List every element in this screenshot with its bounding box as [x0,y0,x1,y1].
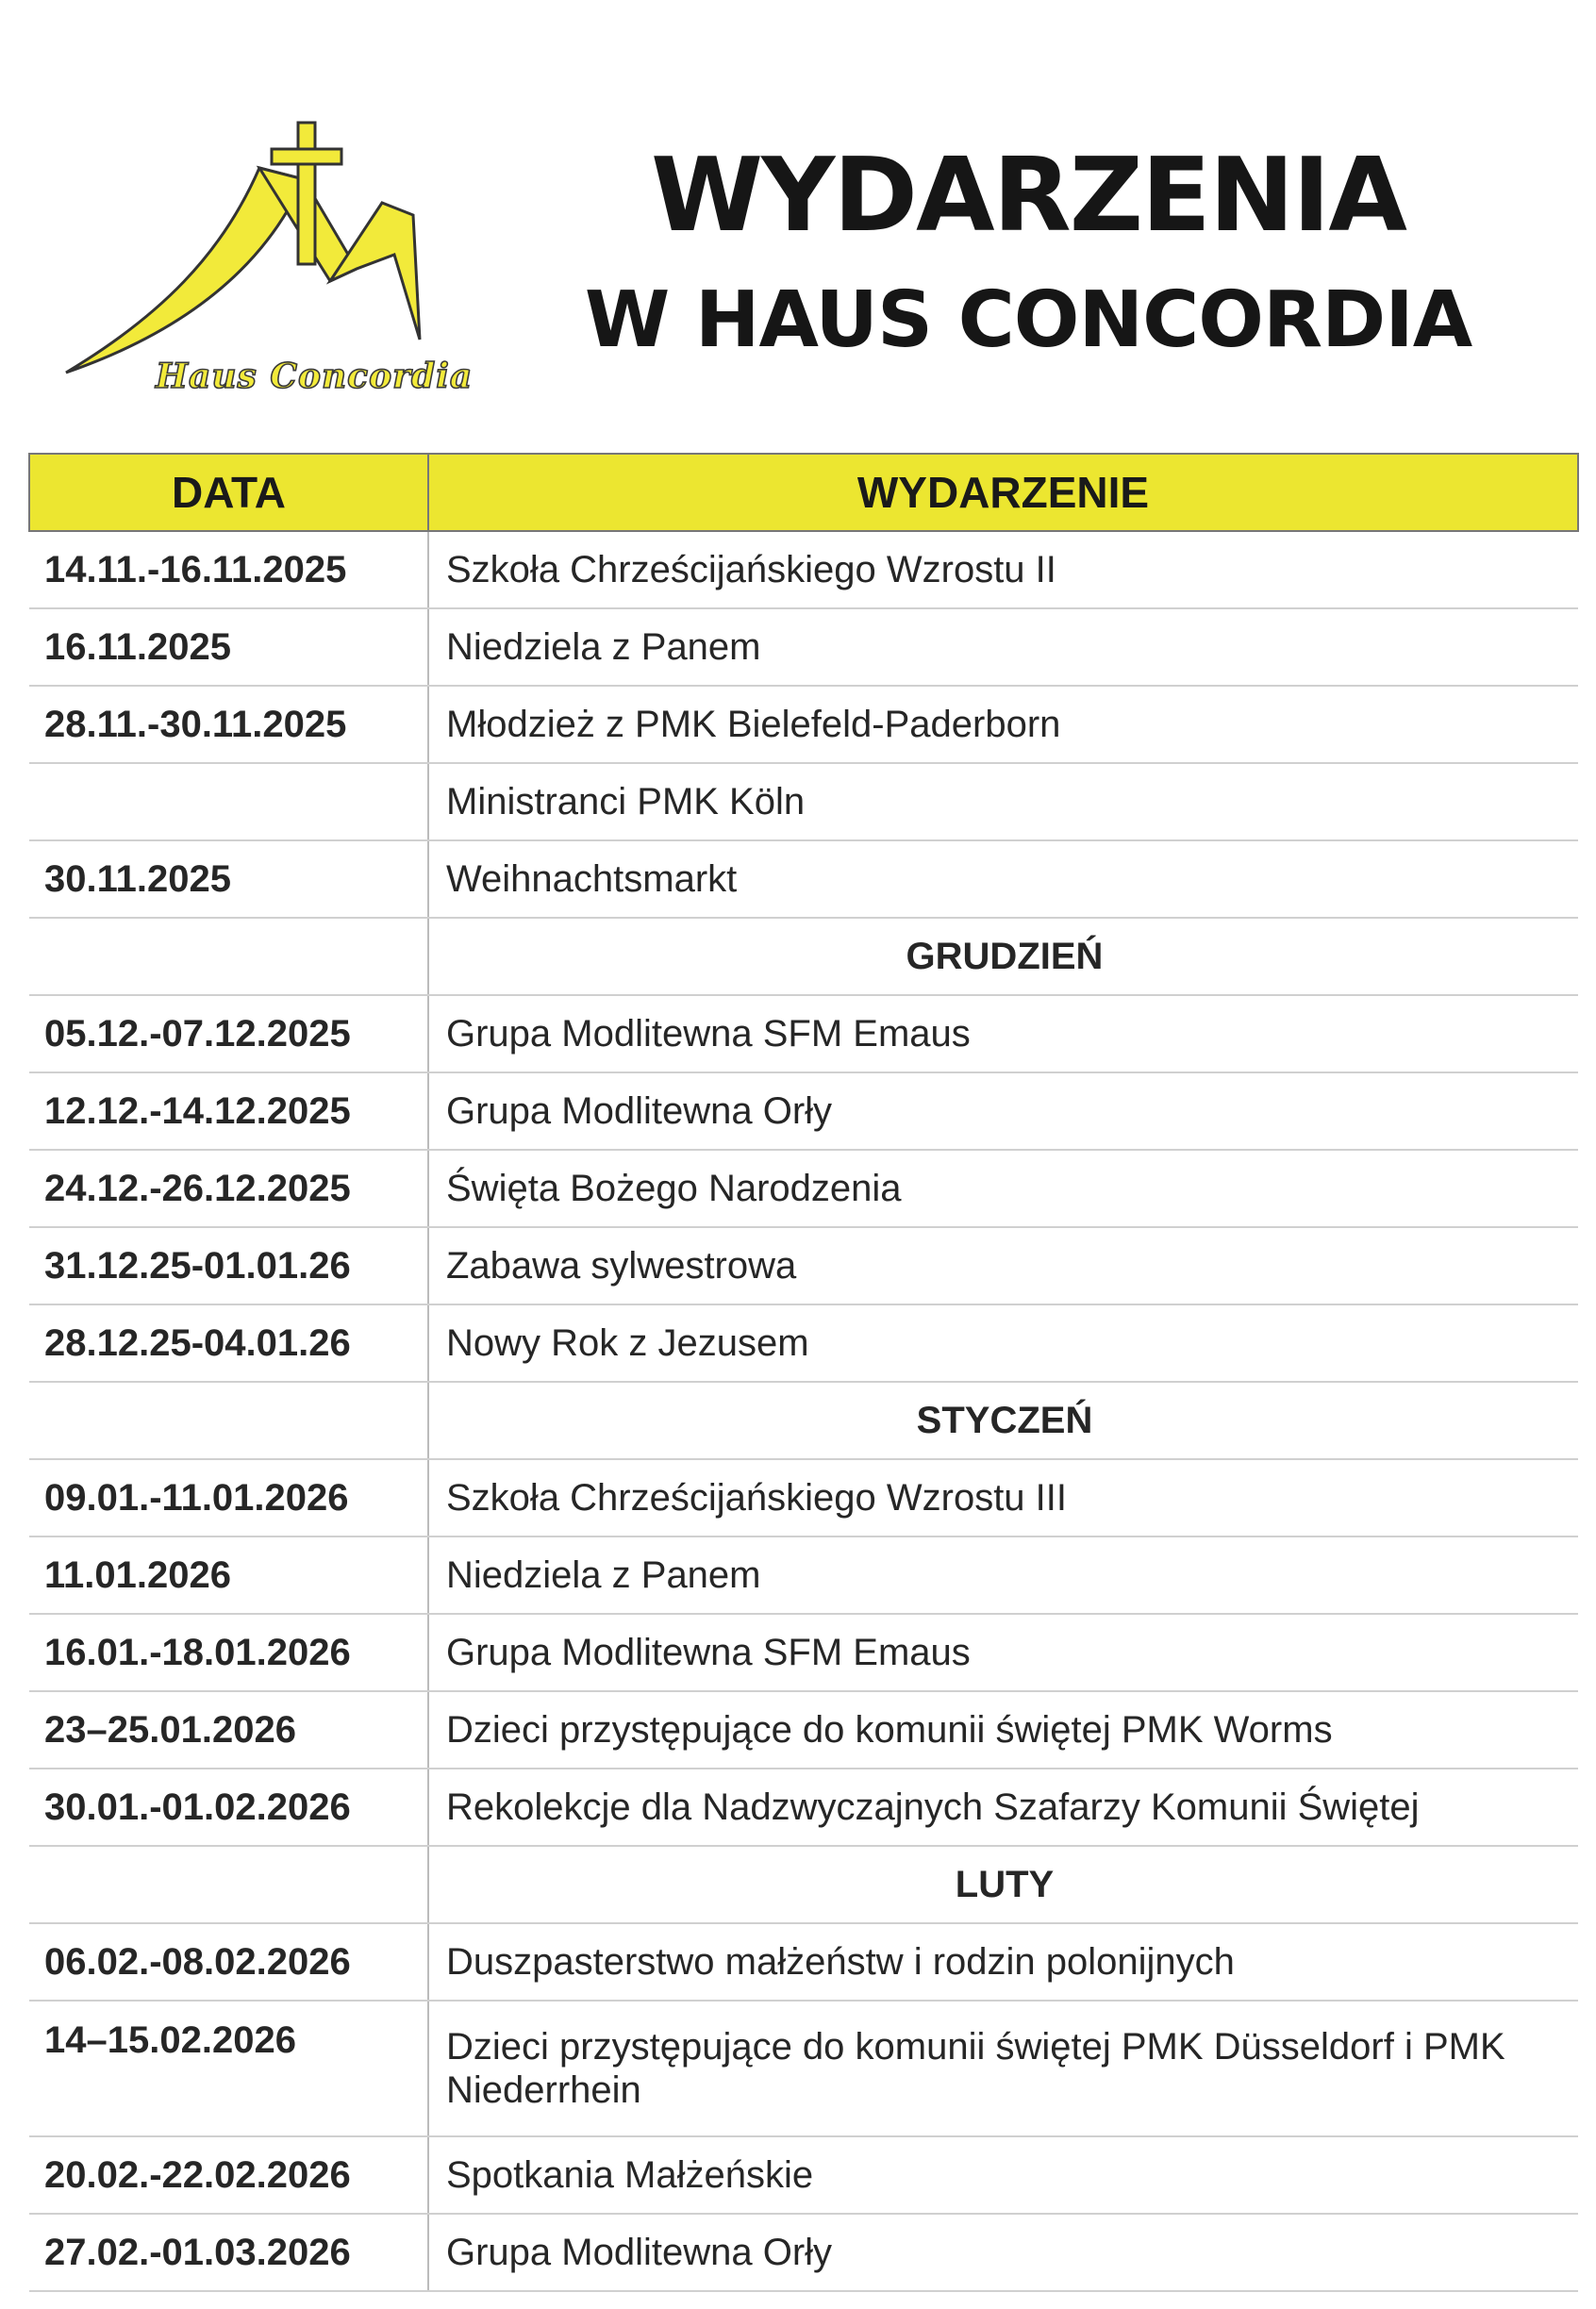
event-date: 28.12.25-04.01.26 [29,1304,428,1382]
table-row [29,1769,1578,1846]
table-row [29,763,1578,840]
event-date: 14–15.02.2026 [29,2001,428,2136]
table-row [29,608,1578,686]
table-row [29,1923,1578,2001]
event-date: 11.01.2026 [29,1537,428,1614]
table-row [29,2214,1578,2291]
event-name: Weihnachtsmarkt [428,840,1578,918]
month-separator-row [29,1382,1578,1459]
table-row [29,686,1578,763]
event-date: 20.02.-22.02.2026 [29,2136,428,2214]
table-row [29,1537,1578,1614]
table-row [29,1614,1578,1691]
events-table [28,453,1579,2292]
event-date: 27.02.-01.03.2026 [29,2214,428,2291]
event-name: Grupa Modlitewna Orły [428,2214,1578,2291]
event-date: 06.02.-08.02.2026 [29,1923,428,2001]
event-date: 09.01.-11.01.2026 [29,1459,428,1537]
event-date: 14.11.-16.11.2025 [29,531,428,608]
table-row [29,1227,1578,1304]
month-label: STYCZEŃ [428,1382,1578,1459]
column-header-date: DATA [29,454,428,531]
event-name: Grupa Modlitewna Orły [428,1072,1578,1150]
table-row [29,1150,1578,1227]
event-name: Szkoła Chrześcijańskiego Wzrostu II [428,531,1578,608]
event-date: 05.12.-07.12.2025 [29,995,428,1072]
month-empty-cell [29,918,428,995]
event-date: 23–25.01.2026 [29,1691,428,1769]
event-name: Święta Bożego Narodzenia [428,1150,1578,1227]
month-empty-cell [29,1846,428,1923]
table-row [29,1459,1578,1537]
event-date: 16.01.-18.01.2026 [29,1614,428,1691]
event-date: 16.11.2025 [29,608,428,686]
event-date [29,763,428,840]
event-name: Niedziela z Panem [428,608,1578,686]
table-row [29,531,1578,608]
column-header-event: WYDARZENIE [428,454,1578,531]
event-date: 30.01.-01.02.2026 [29,1769,428,1846]
logo-text: Haus Concordia [156,357,474,396]
event-date: 31.12.25-01.01.26 [29,1227,428,1304]
table-header-row [29,454,1578,531]
table-row [29,1691,1578,1769]
event-name: Grupa Modlitewna SFM Emaus [428,1614,1578,1691]
event-date: 28.11.-30.11.2025 [29,686,428,763]
event-name: Nowy Rok z Jezusem [428,1304,1578,1382]
page-title: WYDARZENIA [651,137,1405,255]
month-label: LUTY [428,1846,1578,1923]
event-date: 24.12.-26.12.2025 [29,1150,428,1227]
event-name: Ministranci PMK Köln [428,763,1578,840]
event-date: 12.12.-14.12.2025 [29,1072,428,1150]
table-row [29,1304,1578,1382]
table-row [29,2136,1578,2214]
month-label: GRUDZIEŃ [428,918,1578,995]
month-empty-cell [29,1382,428,1459]
event-date: 30.11.2025 [29,840,428,918]
event-name: Spotkania Małżeńskie [428,2136,1578,2214]
event-name: Dzieci przystępujące do komunii świętej PMK Düsseldorf i PMK Niederrhein [428,2001,1578,2136]
event-name: Niedziela z Panem [428,1537,1578,1614]
event-name: Duszpasterstwo małżeństw i rodzin polonijnych [428,1923,1578,2001]
table-row [29,840,1578,918]
event-name: Rekolekcje dla Nadzwyczajnych Szafarzy Komunii Świętej [428,1769,1578,1846]
month-separator-row [29,1846,1578,1923]
table-row [29,2001,1578,2136]
table-row [29,995,1578,1072]
event-name: Młodzież z PMK Bielefeld-Paderborn [428,686,1578,763]
event-name: Zabawa sylwestrowa [428,1227,1578,1304]
event-name: Dzieci przystępujące do komunii świętej PMK Worms [428,1691,1578,1769]
month-separator-row [29,918,1578,995]
table-row [29,1072,1578,1150]
event-name: Szkoła Chrześcijańskiego Wzrostu III [428,1459,1578,1537]
page-subtitle: W HAUS CONCORDIA [584,275,1472,365]
event-name: Grupa Modlitewna SFM Emaus [428,995,1578,1072]
